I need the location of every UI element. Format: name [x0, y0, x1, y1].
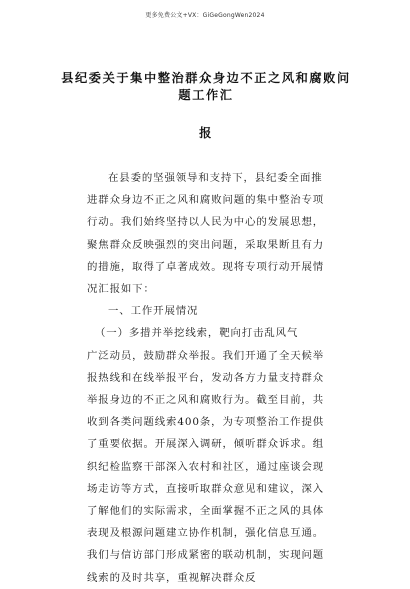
subsection-heading: （一）多措并举挖线索，靶向打击乱风气	[95, 327, 299, 340]
intro-paragraph: 在县委的坚强领导和支持下，县纪委全面推进群众身边不正之风和腐败问题的集中整治专项行动。我们始终坚持以人民为中心的发展思想，聚焦群众反映强烈的突出问题，采取果断且有力的措施，取得了卓著成效。现将专项行动开展情况汇报如下：	[87, 172, 325, 296]
body-paragraph: 广泛动员，鼓励群众举报。我们开通了全天候举报热线和在线举报平台，发动各方力量支持群众举报身边的不正之风和腐败行为。截至目前，共收到各类问题线索400条，为专项整治工作提供了重要依据。开展深入调研，倾听群众诉求。组织纪检监察干部深入农村和社区，通过座谈会现场走访等方式，直接听取群众意见和建议，深入了解他们的实际需求，全面掌握不正之风的具体表现及根源问题建立协作机制，强化信息互通。我们与信访部门形成紧密的联动机制，实现问题线索的及时共享，重视解决群众反	[87, 349, 325, 584]
header-note: 更多免费公文+VX：GiGeGongWen2024	[145, 12, 265, 19]
document-title-line-2: 报	[199, 126, 213, 140]
section-heading: 一、工作开展情况	[108, 305, 199, 318]
document-body	[87, 167, 331, 589]
document-title-line-1: 县纪委关于集中整治群众身边不正之风和腐败问题工作汇	[61, 71, 351, 102]
